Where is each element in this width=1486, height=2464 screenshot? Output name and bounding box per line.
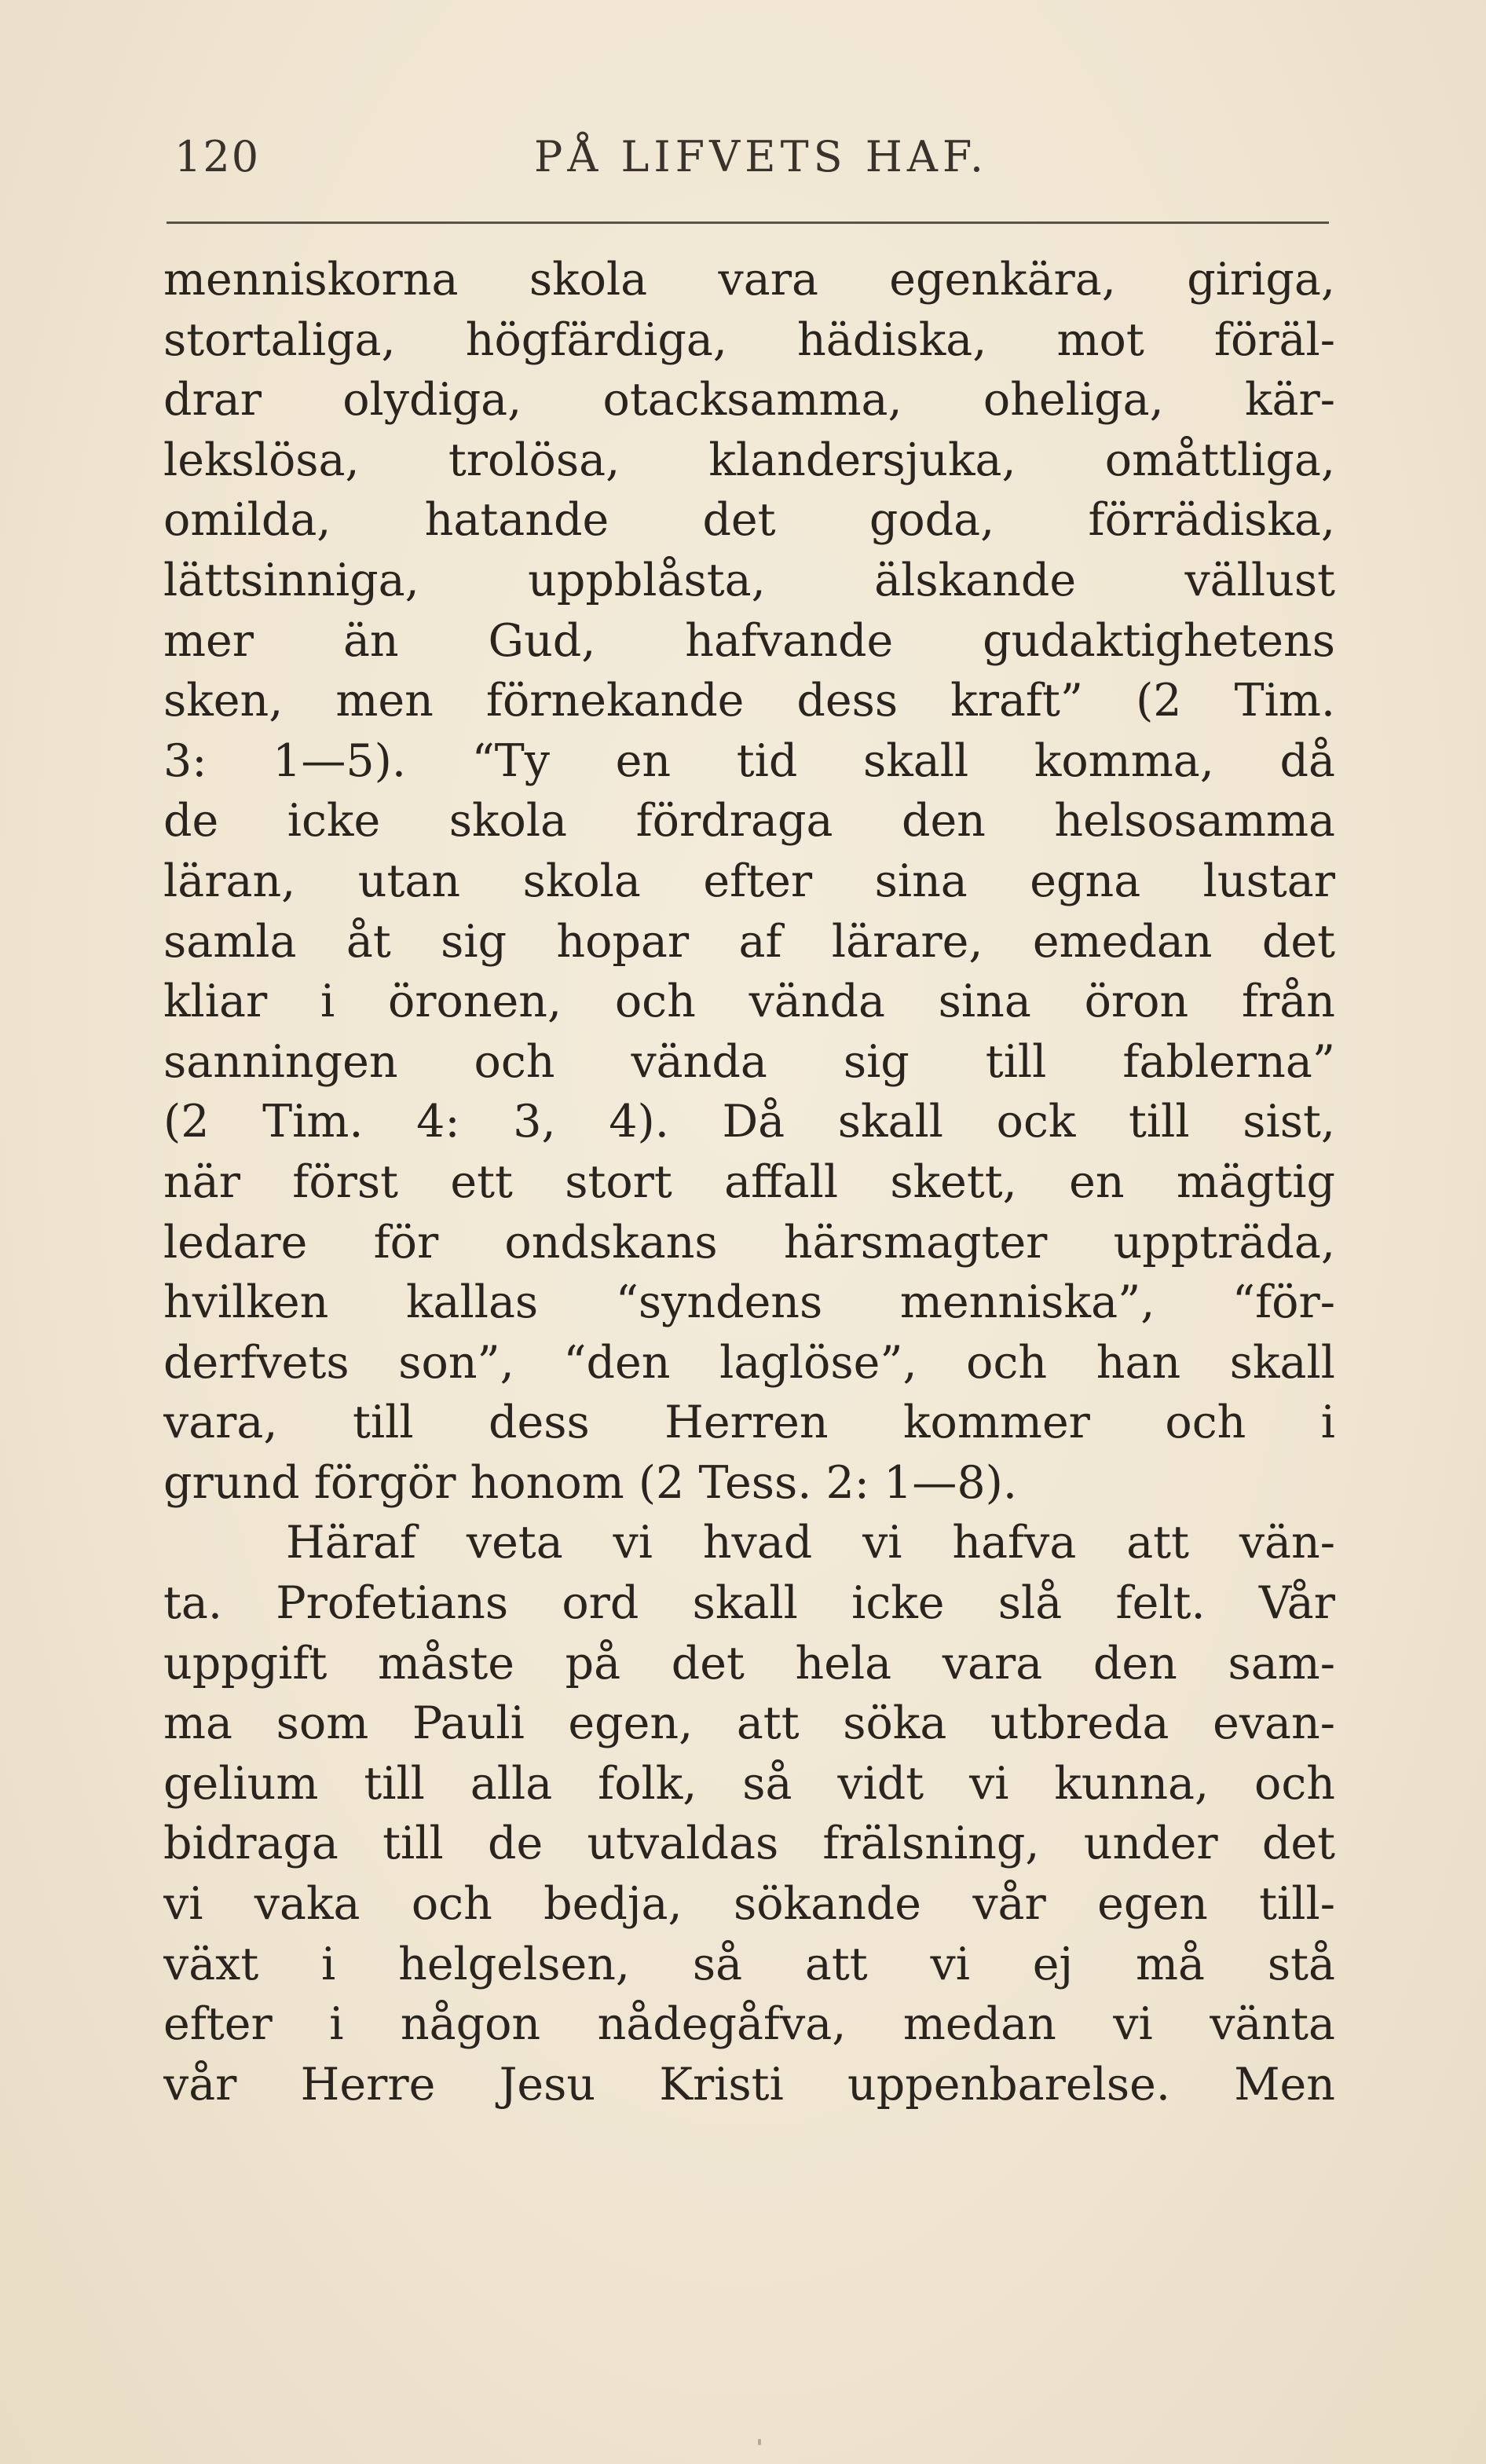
text-line: ma som Pauli egen, att söka utbreda evan- bbox=[163, 1697, 1335, 1750]
text-line: när först ett stort affall skett, en mägtig bbox=[163, 1155, 1335, 1208]
text-line: 3: 1—5). “Ty en tid skall komma, då bbox=[163, 734, 1335, 787]
text-line: de icke skola fördraga den helsosamma bbox=[163, 795, 1335, 848]
text-line: kliar i öronen, och vända sina öron från bbox=[163, 976, 1335, 1028]
text-line: uppgift måste på det hela vara den sam- bbox=[163, 1637, 1335, 1690]
header-rule bbox=[167, 222, 1329, 224]
text-line: läran, utan skola efter sina egna lustar bbox=[163, 855, 1335, 907]
text-line: ledare för ondskans härsmagter uppträda, bbox=[163, 1216, 1335, 1269]
text-line: sanningen och vända sig till fablerna” bbox=[163, 1035, 1335, 1088]
text-line: efter i någon nådegåfva, medan vi vänta bbox=[163, 1998, 1335, 2051]
text-line: vi vaka och bedja, sökande vår egen till- bbox=[163, 1878, 1335, 1931]
text-line: derfvets son”, “den laglöse”, och han skall bbox=[163, 1336, 1335, 1389]
text-line: ta. Profetians ord skall icke slå felt. Vår bbox=[163, 1577, 1335, 1630]
text-line: drar olydiga, otacksamma, oheliga, kär- bbox=[163, 374, 1335, 427]
text-line: omilda, hatande det goda, förrädiska, bbox=[163, 494, 1335, 547]
page-number: 120 bbox=[174, 132, 261, 181]
text-line: vår Herre Jesu Kristi uppenbarelse. Men bbox=[163, 2058, 1335, 2111]
text-line: vara, till dess Herren kommer och i bbox=[163, 1397, 1335, 1449]
text-line: växt i helgelsen, så att vi ej må stå bbox=[163, 1938, 1335, 1990]
running-title: PÅ LIFVETS HAF. bbox=[534, 132, 989, 181]
text-line: lekslösa, trolösa, klandersjuka, omåttliga, bbox=[163, 434, 1335, 486]
text-line: grund förgör honom (2 Tess. 2: 1—8). bbox=[163, 1456, 1017, 1509]
paragraph-start-line: Häraf veta vi hvad vi hafva att vän- bbox=[286, 1517, 1335, 1569]
paper-speck bbox=[758, 2439, 761, 2445]
text-line: lättsinniga, uppblåsta, älskande vällust bbox=[163, 554, 1335, 606]
text-line: gelium till alla folk, så vidt vi kunna, och bbox=[163, 1757, 1335, 1810]
text-line: stortaliga, högfärdiga, hädiska, mot föräl- bbox=[163, 313, 1335, 366]
page-header bbox=[174, 132, 1329, 195]
text-line: sken, men förnekande dess kraft” (2 Tim. bbox=[163, 675, 1335, 727]
text-line: menniskorna skola vara egenkära, giriga, bbox=[163, 254, 1335, 306]
text-line: hvilken kallas “syndens menniska”, “för- bbox=[163, 1276, 1335, 1329]
body-text bbox=[163, 250, 1335, 2114]
text-line: mer än Gud, hafvande gudaktighetens bbox=[163, 614, 1335, 667]
text-line: (2 Tim. 4: 3, 4). Då skall ock till sist, bbox=[163, 1096, 1335, 1148]
text-line: bidraga till de utvaldas frälsning, under det bbox=[163, 1818, 1335, 1870]
text-line: samla åt sig hopar af lärare, emedan det bbox=[163, 915, 1335, 968]
